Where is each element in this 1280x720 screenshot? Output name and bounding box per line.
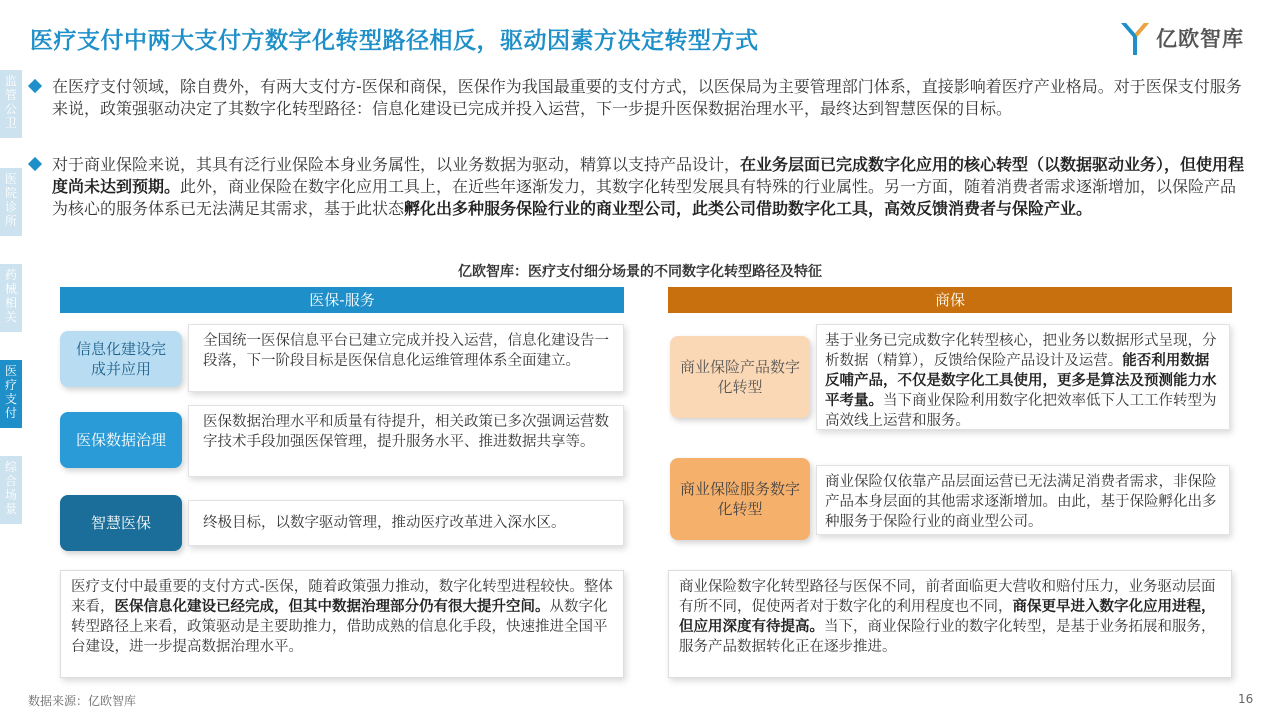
sidebar-tab-1[interactable] [0, 168, 22, 236]
rich-text [203, 333, 609, 369]
rich-text [71, 579, 613, 655]
emphasized-text: 能否利用数据反哺产品，不仅是数字化工具使用，更多是算法及预测能力水平考量。 [825, 353, 1217, 409]
text-run: 此外，商业保险在数字化应用工具上，在近些年逐渐发力，其数字化转型发展具有特殊的行业属性。另一方面，随着消费者需求逐渐增加，以保险产品为核心的服务体系已无法满足其需求，基于此状态 [52, 177, 1237, 218]
rich-text [825, 333, 1217, 429]
text-run: 医保数据治理水平和质量有待提升，相关政策已多次强调运营数字技术手段加强医保管理，提升服务水平、推进数据共享等。 [203, 414, 609, 450]
emphasized-text: 商保更早进入数字化应用进程，但应用深度有待提高。 [679, 599, 1216, 635]
text-run: 医疗支付中最重要的支付方式-医保，随着政策强力推动，数字化转型进程较快。整体来看， [71, 579, 613, 615]
left-row-label: 医保数据治理 [60, 412, 182, 468]
logo-text: 亿欧智库 [1156, 27, 1244, 51]
figure-title: 亿欧智库：医疗支付细分场景的不同数字化转型路径及特征 [458, 264, 822, 280]
right-row-label: 商业保险服务数字化转型 [670, 458, 810, 540]
right-row-description [816, 465, 1230, 535]
right-row-label: 商业保险产品数字化转型 [670, 336, 810, 418]
rich-text [825, 474, 1217, 530]
text-run: 商业保险数字化转型路径与医保不同，前者面临更大营收和赔付压力，业务驱动层面有所不同，促使两者对于数字化的利用程度也不同， [679, 579, 1216, 615]
emphasized-text: 孵化出多种服务保险行业的商业型公司，此类公司借助数字化工具，高效反馈消费者与保险产业。 [404, 199, 1093, 218]
left-row-description [188, 500, 624, 546]
sidebar-tab-label: 监 管 公 卫 [4, 74, 17, 130]
text-run: 全国统一医保信息平台已建立完成并投入运营，信息化建设告一段落，下一阶段目标是医保信息化运维管理体系全面建立。 [203, 333, 609, 369]
bullet-text [52, 155, 1244, 218]
page-number: 16 [1238, 692, 1254, 706]
rich-text [203, 513, 566, 533]
diamond-bullet-icon [28, 79, 42, 93]
text-run: 在医疗支付领域，除自费外，有两大支付方-医保和商保，医保作为我国最重要的支付方式，以医保局为主要管理部门体系，直接影响着医疗产业格局。对于医保支付服务来说，政策强驱动决定了其数字化转型路径：信息化建设已完成并投入运营，下一步提升医保数据治理水平，最终达到智慧医保的目标。 [52, 77, 1242, 118]
page-title: 医疗支付中两大支付方数字化转型路径相反，驱动因素方决定转型方式 [30, 28, 759, 54]
bullet-text [52, 77, 1242, 118]
column-header-medical-insurance: 医保-服务 [60, 287, 624, 313]
left-row-description [188, 324, 624, 392]
text-run: 商业保险仅依靠产品层面运营已无法满足消费者需求，非保险产品本身层面的其他需求逐渐增加。由此，基于保险孵化出多种服务于保险行业的商业型公司。 [825, 474, 1217, 530]
left-summary-box [60, 570, 624, 678]
emphasized-text: 在业务层面已完成数字化应用的核心转型（以数据驱动业务），但使用程度尚未达到预期。 [52, 155, 1245, 196]
text-run: 对于商业保险来说，其具有泛行业保险本身业务属性，以业务数据为驱动，精算以支持产品设计， [52, 155, 741, 174]
bullet-paragraph [28, 76, 1252, 120]
emphasized-text: 医保信息化建设已经完成，但其中数据治理部分仍有很大提升空间。 [114, 599, 550, 615]
left-row-label: 信息化建设完成并应用 [60, 331, 182, 387]
rich-text [52, 77, 1242, 118]
rich-text [203, 414, 609, 450]
right-summary-box [668, 570, 1232, 678]
sidebar-tab-4[interactable] [0, 456, 22, 524]
sidebar-tab-label: 药 械 相 关 [4, 268, 17, 324]
left-row-label: 智慧医保 [60, 495, 182, 551]
column-header-commercial-insurance: 商保 [668, 287, 1232, 313]
sidebar-tab-0[interactable] [0, 70, 22, 138]
left-row-description [188, 405, 624, 477]
sidebar-tab-3[interactable] [0, 360, 22, 428]
sidebar-tab-label: 医 疗 支 付 [4, 364, 17, 420]
diamond-bullet-icon [28, 157, 42, 171]
data-source: 数据来源：亿欧智库 [28, 694, 137, 708]
rich-text [52, 155, 1244, 218]
sidebar-tab-label: 综 合 场 景 [4, 460, 17, 516]
text-run: 终极目标，以数字驱动管理，推动医疗改革进入深水区。 [203, 515, 566, 531]
yiou-logo-icon [1118, 19, 1152, 57]
text-run: 当下，商业保险行业的数字化转型，是基于业务拓展和服务，服务产品数据转化正在逐步推进。 [679, 619, 1216, 655]
right-row-description [816, 324, 1230, 430]
text-run: 当下商业保险利用数字化把效率低下人工工作转型为高效线上运营和服务。 [825, 393, 1217, 429]
logo [1118, 18, 1244, 58]
bullet-paragraph [28, 154, 1252, 220]
sidebar-tab-label: 医 院 诊 所 [4, 172, 17, 228]
text-run: 从数字化转型路径上来看，政策驱动是主要助推力，借助成熟的信息化手段，快速推进全国平台建设，进一步提高数据治理水平。 [71, 599, 608, 655]
rich-text [679, 579, 1216, 655]
text-run: 基于业务已完成数字化转型核心，把业务以数据形式呈现，分析数据（精算），反馈给保险产品设计及运营。 [825, 333, 1217, 369]
